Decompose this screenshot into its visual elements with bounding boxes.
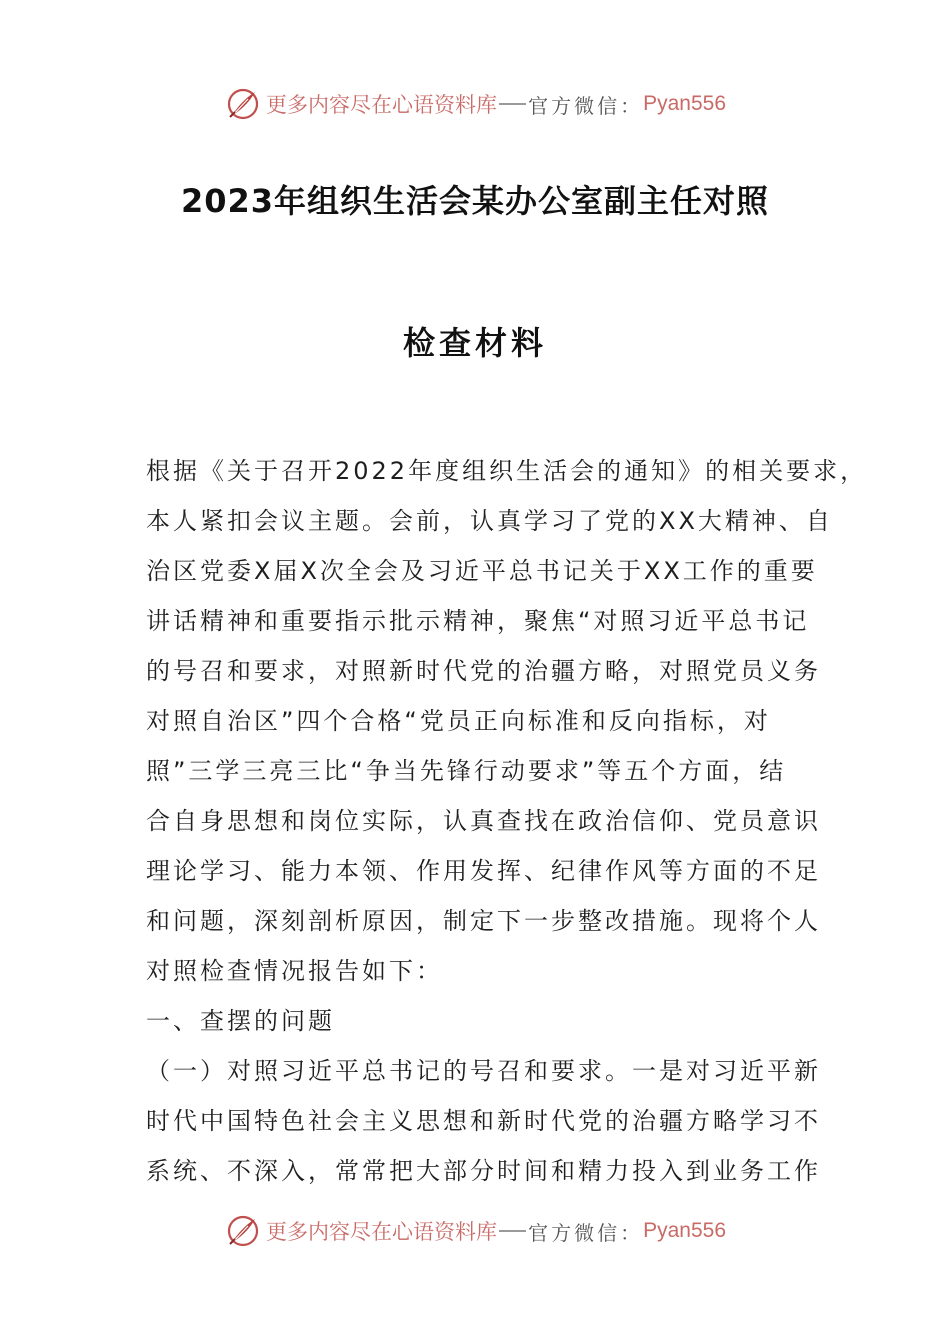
body-line: 和问题，深刻剖析原因，制定下一步整改措施。现将个人 [146, 907, 821, 935]
quill-logo-icon [226, 87, 260, 121]
body-line: 对照自治区”四个合格“党员正向标准和反向指标，对 [146, 707, 771, 735]
body-line: 根据《关于召开2022年度组织生活会的通知》的相关要求， [146, 457, 868, 485]
body-line: （一）对照习近平总书记的号召和要求。一是对习近平新 [146, 1057, 821, 1085]
watermark-official-label: 官方微信： [528, 93, 644, 118]
document-title-line-2: 检查材料 [402, 324, 547, 362]
body-line: 治区党委X届X次全会及习近平总书记关于XX工作的重要 [146, 557, 818, 585]
body-line: 本人紧扣会议主题。会前，认真学习了党的XX大精神、自 [146, 507, 833, 535]
body-line: 系统、不深入，常常把大部分时间和精力投入到业务工作 [146, 1157, 821, 1185]
watermark-wechat-id: Pyan556 [643, 92, 726, 115]
body-line: 合自身思想和岗位实际，认真查找在政治信仰、党员意识 [146, 807, 821, 835]
body-line: 理论学习、能力本领、作用发挥、纪律作风等方面的不足 [146, 857, 821, 885]
body-line: 对照检查情况报告如下： [146, 957, 443, 985]
document-body [146, 446, 868, 1196]
section-heading: 一、查摆的问题 [146, 1007, 335, 1035]
body-line: 照”三学三亮三比“争当先锋行动要求”等五个方面，结 [146, 757, 787, 785]
body-line: 时代中国特色社会主义思想和新时代党的治疆方略学习不 [146, 1107, 821, 1135]
body-line: 的号召和要求，对照新时代党的治疆方略，对照党员义务 [146, 657, 821, 685]
quill-logo-icon [226, 1214, 260, 1248]
watermark-dash [499, 1230, 526, 1232]
watermark-brand: 更多内容尽在心语资料库 [266, 93, 497, 117]
body-line: 讲话精神和重要指示批示精神，聚焦“对照习近平总书记 [146, 607, 810, 635]
watermark-official-label: 官方微信： [528, 1220, 644, 1245]
footer-watermark [226, 1211, 726, 1251]
watermark-brand: 更多内容尽在心语资料库 [266, 1220, 497, 1244]
watermark-wechat-id: Pyan556 [643, 1219, 726, 1242]
header-watermark [226, 84, 726, 124]
document-title-line-1: 2023年组织生活会某办公室副主任对照 [180, 182, 770, 220]
watermark-dash [499, 103, 526, 105]
